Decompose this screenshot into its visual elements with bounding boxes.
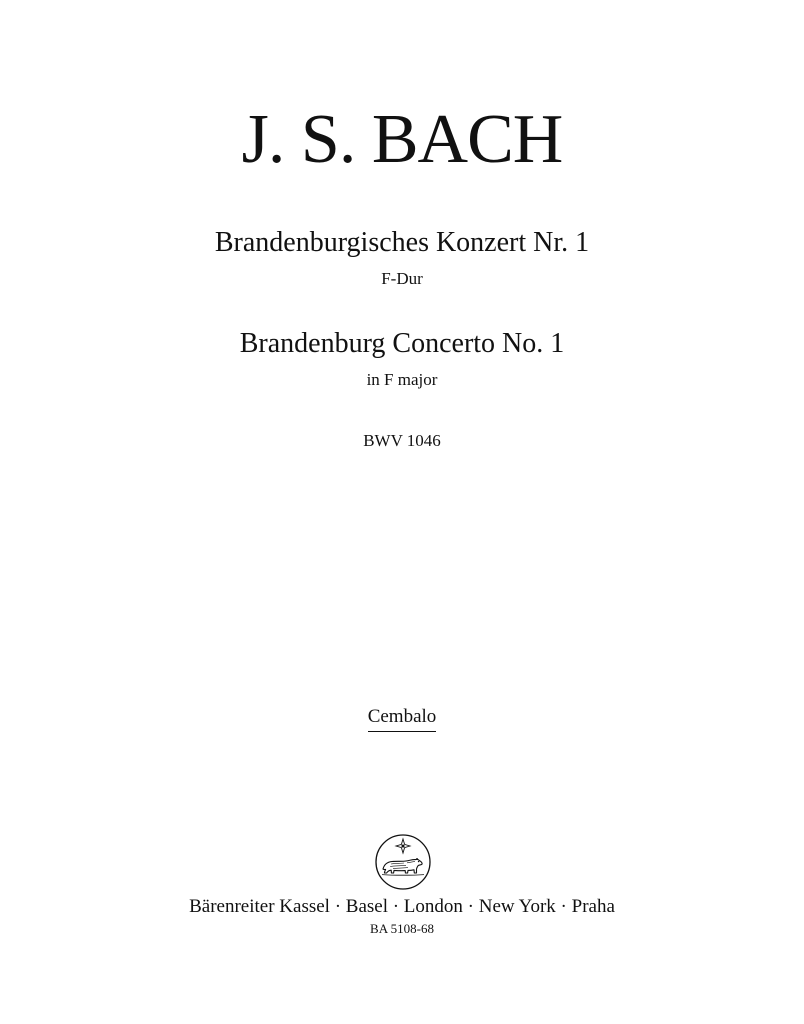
instrument-name: Cembalo: [368, 706, 437, 732]
work-key-english: in F major: [366, 370, 438, 389]
edition-number: BA 5108-68: [370, 921, 434, 936]
work-key-german: F-Dur: [381, 269, 423, 288]
publisher-imprint: Bärenreiter Kassel · Basel · London · New York · Praha: [189, 896, 615, 917]
composer-name: J. S. BACH: [241, 101, 563, 178]
baerenreiter-bear-logo-icon: [373, 832, 433, 892]
catalog-number: BWV 1046: [363, 431, 441, 450]
work-title-english: Brandenburg Concerto No. 1: [239, 328, 565, 359]
work-title-german: Brandenburgisches Konzert Nr. 1: [214, 227, 590, 258]
instrument-part-label: [0, 706, 804, 732]
